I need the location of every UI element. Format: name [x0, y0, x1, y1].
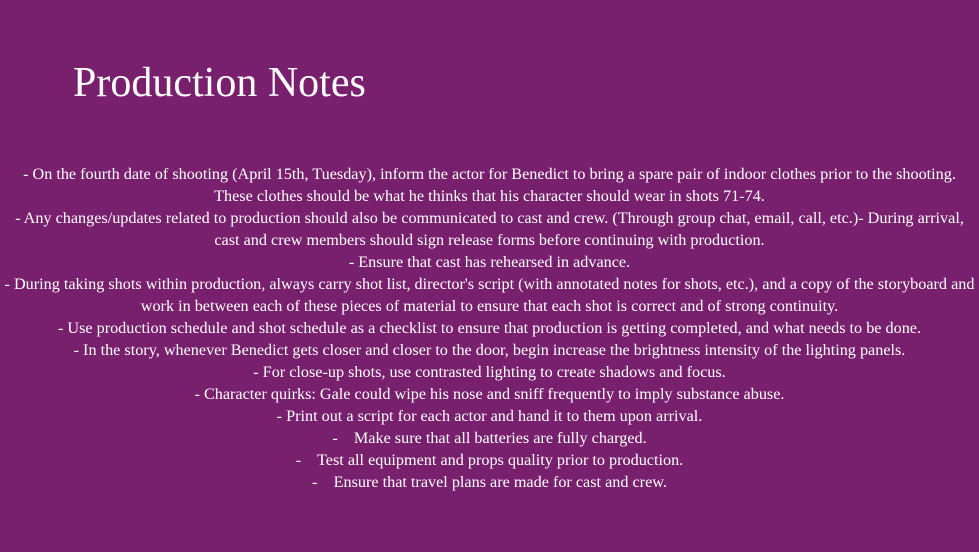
note-item: - In the story, whenever Benedict gets closer and closer to the door, begin increase the brightness intensity of the lighting panels. [73, 341, 906, 359]
note-item: - Ensure that cast has rehearsed in advance. [348, 253, 631, 271]
note-item: - Any changes/updates related to production should also be communicated to cast and crew. (Through group chat, email, call, etc.)- During arrival, cast and crew members should sign release forms before continuing with production. [15, 209, 964, 249]
note-item: - Print out a script for each actor and hand it to them upon arrival. [276, 407, 703, 425]
note-item: - On the fourth date of shooting (April 15th, Tuesday), inform the actor for Benedict to bring a spare pair of indoor clothes prior to the shooting. These clothes should be what he thinks that his character should wear in shots 71-74. [23, 165, 956, 205]
production-notes-list [0, 163, 979, 493]
note-item: - Test all equipment and props quality prior to production. [295, 451, 684, 469]
note-item: - Use production schedule and shot schedule as a checklist to ensure that production is getting completed, and what needs to be done. [57, 319, 922, 337]
note-item: - For close-up shots, use contrasted lighting to create shadows and focus. [253, 363, 726, 381]
note-item: - Character quirks: Gale could wipe his nose and sniff frequently to imply substance abuse. [194, 385, 785, 403]
note-item: - Make sure that all batteries are fully charged. [332, 429, 647, 447]
note-item: - Ensure that travel plans are made for cast and crew. [312, 473, 667, 491]
slide-title: Production Notes [73, 60, 366, 106]
note-item: - During taking shots within production, always carry shot list, director's script (with annotated notes for shots, etc.), and a copy of the storyboard and work in between each of these pieces of material to ensure that each shot is correct and of strong continuity. [4, 275, 975, 315]
